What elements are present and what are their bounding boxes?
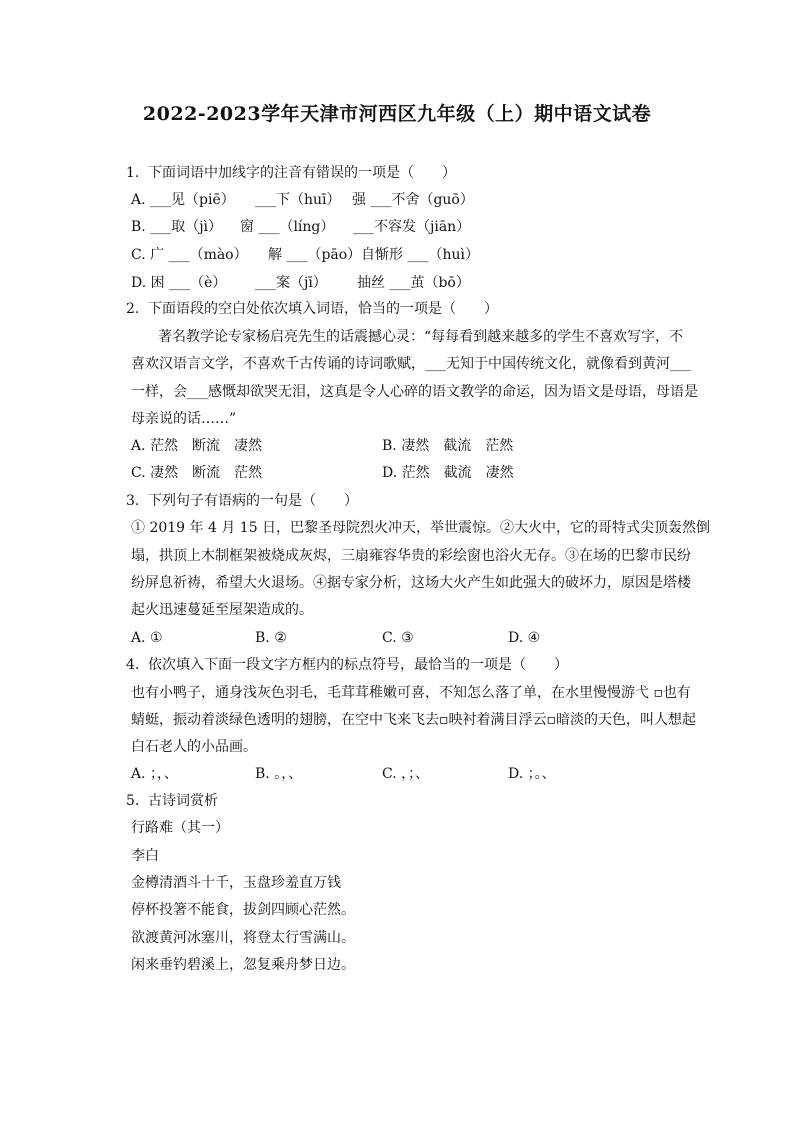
q2-option-d: D. 茫然 截流 凄然 (382, 465, 514, 481)
q2-paragraph-line: 母亲说的话……” (131, 411, 237, 427)
question-number: 4. (126, 657, 140, 673)
q3-option-d: D. ④ (508, 630, 541, 646)
q4-paragraph-line: 也有小鸭子，通身浅灰色羽毛，毛茸茸稚嫩可喜，不知怎么落了单，在水里慢慢游弋 ▫也有 (131, 685, 691, 701)
q3-paragraph-line: 纷屏息祈祷，希望大火退场。④据专家分析，这场大火产生如此强大的破坏力，原因是塔楼 (131, 575, 691, 591)
question-number: 5. (126, 793, 140, 809)
q1-option-c3: 自惭形 ___（huì） (361, 247, 479, 263)
q4-option-b: B. 。，、 (255, 766, 303, 782)
question-5 (126, 791, 218, 811)
question-number: 2. (126, 301, 140, 317)
q2-option-a: A. 茫然 断流 凄然 (131, 438, 263, 454)
poem-author: 李白 (131, 848, 159, 864)
q3-option-a: A. ① (131, 630, 163, 646)
q3-option-b: B. ② (255, 630, 287, 646)
q1-option-c1: C. 广 ___（mào） (131, 247, 248, 263)
q3-paragraph-line: ① 2019 年 4 月 15 日，巴黎圣母院烈火冲天，举世震惊。②大火中，它的哥特式尖顶轰然倒 (131, 520, 711, 536)
question-stem: 依次填入下面一段文字方框内的标点符号，最恰当的一项是（ ） (148, 657, 568, 673)
poem-line: 金樽清酒斗十千，玉盘珍羞直万钱 (131, 875, 341, 891)
q3-option-c: C. ③ (382, 630, 414, 646)
question-stem: 古诗词赏析 (148, 793, 218, 809)
q2-paragraph-line: 一样，会___感慨却欲哭无泪，这真是令人心碎的语文教学的命运，因为语文是母语，母语是 (131, 384, 698, 400)
question-2 (126, 299, 498, 319)
q4-option-c: C. ，；、 (382, 766, 430, 782)
q2-paragraph-line: 喜欢汉语言文学，不喜欢千古传诵的诗词歌赋，___无知于中国传统文化，就像看到黄河___ (131, 356, 691, 372)
q2-option-b: B. 凄然 截流 茫然 (382, 438, 514, 454)
q4-option-a: A. ；，、 (131, 766, 179, 782)
question-stem: 下面语段的空白处依次填入词语，恰当的一项是（ ） (148, 301, 498, 317)
q3-paragraph-line: 起火迅速蔓延至屋架造成的。 (131, 602, 313, 618)
q2-option-c: C. 凄然 断流 茫然 (131, 465, 263, 481)
question-stem: 下面词语中加线字的注音有错误的一项是（ ） (148, 165, 456, 181)
q1-option-d2: ___案（jī） (255, 275, 327, 291)
q4-paragraph-line: 蜻蜓，振动着淡绿色透明的翅膀，在空中飞来飞去▫映衬着满目浮云▫暗淡的天色，叫人想起 (131, 712, 696, 728)
question-number: 1. (126, 165, 140, 181)
q4-paragraph-line: 白石老人的小品画。 (131, 739, 257, 755)
q3-paragraph-line: 塌，拱顶上木制框架被烧成灰烬，三扇雍容华贵的彩绘窗也浴火无存。③在场的巴黎市民纷 (131, 548, 691, 564)
q2-paragraph-line: 著名教学论专家杨启亮先生的话震撼心灵：“每每看到越来越多的学生不喜欢写字，不 (158, 329, 684, 345)
q1-option-a3: 强 ___不舍（guō） (352, 192, 474, 208)
q4-option-d: D. ；。、 (508, 766, 556, 782)
question-1 (126, 163, 456, 183)
q1-option-a2: ___下（huī） (255, 192, 341, 208)
page-title: 2022-2023学年天津市河西区九年级（上）期中语文试卷 (142, 103, 652, 125)
q1-option-a1: A. ___见（piē） (131, 192, 235, 208)
question-number: 3. (126, 493, 140, 509)
q1-option-d3: 抽丝 ___茧（bō） (357, 275, 470, 291)
question-4 (126, 655, 568, 675)
poem-line: 欲渡黄河冰塞川，将登太行雪满山。 (131, 930, 355, 946)
poem-title: 行路难（其一） (131, 820, 229, 836)
q1-option-b1: B. ___取（jì） (131, 219, 223, 235)
poem-line: 闲来垂钓碧溪上，忽复乘舟梦日边。 (131, 957, 355, 973)
question-stem: 下列句子有语病的一句是（ ） (148, 493, 358, 509)
q1-option-c2: 解 ___（pāo） (268, 247, 362, 263)
q1-option-b2: 窗 ___（líng） (240, 219, 335, 235)
q1-option-b3: ___不容发（jiān） (353, 219, 471, 235)
q1-option-d1: D. 困 ___（è） (131, 275, 227, 291)
poem-line: 停杯投箸不能食，拔剑四顾心茫然。 (131, 902, 355, 918)
question-3 (126, 491, 358, 511)
